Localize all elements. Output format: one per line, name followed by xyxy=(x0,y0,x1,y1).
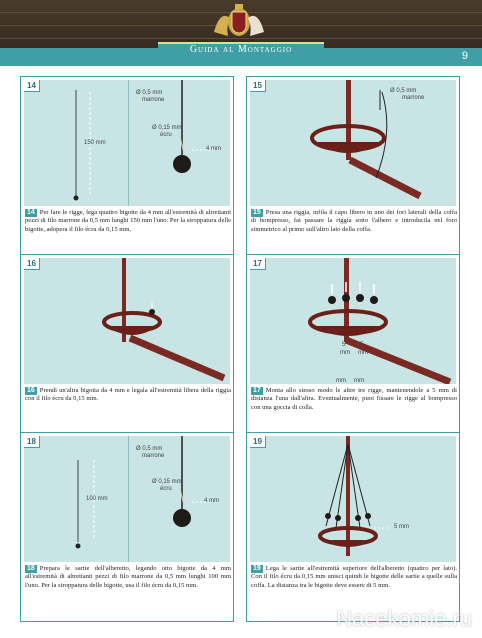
step-14-photo: 14 150 mm Ø 0,5 mm marrone Ø 0,15 mm écru 4 mm xyxy=(24,80,230,206)
step-16-illustration xyxy=(24,258,230,384)
step-19-illustration xyxy=(250,436,456,562)
step-17-badge: 17 xyxy=(250,258,266,270)
step-18 xyxy=(20,432,234,622)
step-17 xyxy=(246,254,460,444)
step-18-photo: 18 100 mm Ø 0,5 mm marrone Ø 0,15 mm écru 4 mm xyxy=(24,436,230,562)
page-title: Guida al Montaggio xyxy=(189,44,293,55)
royal-crest-icon xyxy=(206,2,272,42)
step-15-caption: 15 Presa una riggia, infila il capo libero in uno dei fori laterali della coffa di bompresso, fai passare la riggia sotto l'albero e introducila nel foro simmetrico al primo sull'altro lato della coffa. xyxy=(251,209,457,233)
step-16-photo xyxy=(24,258,230,384)
step-14-badge: 14 xyxy=(24,80,40,92)
step-16-caption: 16 Prendi un'altra bigotta da 4 mm e legala all'estremità libera della riggia con il filo écru da 0,15 mm. xyxy=(25,387,231,403)
step-15-badge: 15 xyxy=(250,80,266,92)
step-14-caption: 14 Per fare le rigge, lega quattro bigotte da 4 mm all'estremità di altrettanti pezzi di filo marrone da 0,5 mm lunghi 150 mm l'uno. Per la stroppatura delle bigotte, adopera il filo écru da 0,15 mm. xyxy=(25,209,231,233)
step-19-caption: 19 Lega le sartie all'estremità superiore dell'alberetto (quattro per lato). Con il filo écru da 0,15 mm unisci quindi le bigotte delle sartie a quelle sulla coffa. La distanza tra le bigotte deve essere di 5 mm. xyxy=(251,565,457,589)
step-17-illustration xyxy=(250,258,456,384)
step-19-photo: 19 5 mm xyxy=(250,436,456,562)
step-19 xyxy=(246,432,460,622)
step-19-badge: 19 xyxy=(250,436,266,448)
step-14-illustration xyxy=(24,80,230,206)
step-18-badge: 18 xyxy=(24,436,40,448)
step-15-photo: 15 Ø 0,5 mm marrone xyxy=(250,80,456,206)
step-17-photo: 17 5 mm 5 mm mm mm xyxy=(250,258,456,384)
step-16-badge: 16 xyxy=(24,258,40,270)
step-15 xyxy=(246,76,460,266)
step-16 xyxy=(20,254,234,444)
step-18-illustration xyxy=(24,436,230,562)
step-17-caption: 17 Monta allo stesso modo le altre tre rigge, mantenendole a 5 mm di distanza l'una dall'altra. Eventualmente, puoi fissare le rigge al bompresso con una goccia di colla. xyxy=(251,387,457,411)
page-number: 9 xyxy=(461,50,468,62)
step-18-caption: 18 Prepara le sartie dell'alberetto, legando otto bigotte da 4 mm all'estremità di altrettanti pezzi di filo marrone da 0,5 mm lunghi 100 mm l'uno. Per la stroppatura delle bigotte, usa il filo écru da 0,15 mm. xyxy=(25,565,231,589)
step-15-illustration xyxy=(250,80,456,206)
step-14 xyxy=(20,76,234,266)
watermark: Nacekomie.ru xyxy=(336,606,472,631)
